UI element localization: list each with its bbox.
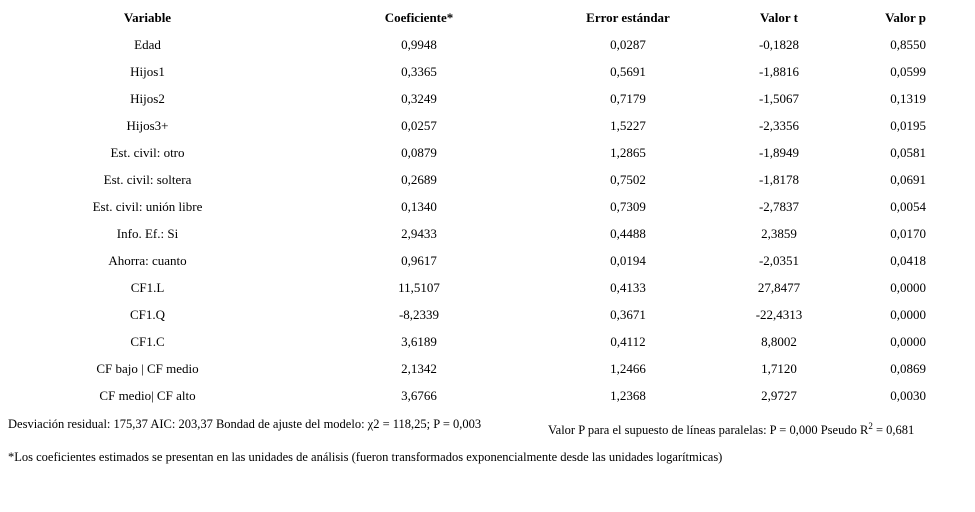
coeficiente-cell: 0,0257 <box>401 118 437 133</box>
valor-t-cell: 1,7120 <box>761 361 797 376</box>
table-row <box>0 85 975 112</box>
table-row <box>0 274 975 301</box>
variable-cell: Est. civil: unión libre <box>92 199 203 214</box>
error-cell: 0,0194 <box>610 253 646 268</box>
error-cell: 0,0287 <box>610 37 646 52</box>
variable-cell: Hijos3+ <box>126 118 169 133</box>
valor-t-cell: -1,8816 <box>758 64 800 79</box>
model-stats-right <box>548 421 914 438</box>
valor-t-cell: -1,8949 <box>758 145 800 160</box>
variable-cell: CF bajo | CF medio <box>96 361 199 376</box>
error-cell: 1,2466 <box>610 361 646 376</box>
error-cell: 1,5227 <box>610 118 646 133</box>
variable-cell: Info. Ef.: Si <box>116 226 179 241</box>
coeficiente-cell: 11,5107 <box>398 280 440 295</box>
table-row <box>0 112 975 139</box>
valor-t-cell: 2,9727 <box>761 388 797 403</box>
valor-t-cell: -22,4313 <box>755 307 803 322</box>
table-row <box>0 166 975 193</box>
valor-p-cell: 0,0869 <box>890 361 926 376</box>
coeficiente-cell: 2,9433 <box>401 226 437 241</box>
valor-p-cell: 0,0054 <box>890 199 926 214</box>
variable-cell: Edad <box>134 37 161 52</box>
coeficiente-cell: 2,1342 <box>401 361 437 376</box>
error-cell: 1,2865 <box>610 145 646 160</box>
variable-cell: CF1.C <box>130 334 165 349</box>
valor-t-cell: -1,5067 <box>758 91 800 106</box>
valor-p-cell: 0,0581 <box>890 145 926 160</box>
coeficiente-cell: 0,0879 <box>401 145 437 160</box>
valor-p-cell: 0,0030 <box>890 388 926 403</box>
error-cell: 0,3671 <box>610 307 646 322</box>
coeficiente-cell: 3,6766 <box>401 388 437 403</box>
parallel-lines-text: Valor P para el supuesto de líneas paralelas: P = 0,000 Pseudo R <box>548 423 869 438</box>
coeficiente-cell: 0,3249 <box>401 91 437 106</box>
header-valor-p: Valor p <box>885 10 926 25</box>
r-squared-superscript: 2 <box>868 421 873 431</box>
valor-t-cell: -2,0351 <box>758 253 800 268</box>
valor-p-cell: 0,0000 <box>890 280 926 295</box>
valor-p-cell: 0,0195 <box>890 118 926 133</box>
table-row <box>0 355 975 382</box>
variable-cell: Hijos2 <box>130 91 165 106</box>
table-row <box>0 31 975 58</box>
valor-p-cell: 0,0418 <box>890 253 926 268</box>
variable-cell: Hijos1 <box>130 64 165 79</box>
variable-cell: Est. civil: soltera <box>103 172 192 187</box>
valor-p-cell: 0,0000 <box>890 307 926 322</box>
header-variable: Variable <box>123 10 172 25</box>
valor-t-cell: 2,3859 <box>761 226 797 241</box>
table-row <box>0 247 975 274</box>
valor-p-cell: 0,1319 <box>890 91 926 106</box>
variable-cell: CF1.L <box>130 280 165 295</box>
error-cell: 0,5691 <box>610 64 646 79</box>
table-row <box>0 301 975 328</box>
valor-p-cell: 0,0000 <box>890 334 926 349</box>
error-cell: 0,7179 <box>610 91 646 106</box>
error-cell: 1,2368 <box>610 388 646 403</box>
valor-p-cell: 0,0170 <box>890 226 926 241</box>
error-cell: 0,4133 <box>610 280 646 295</box>
coeficiente-cell: -8,2339 <box>398 307 440 322</box>
coefficient-note: *Los coeficientes estimados se presentan en las unidades de análisis (fueron transformados exponencialmente desde las unidades logarítmicas) <box>8 450 723 464</box>
error-cell: 0,4112 <box>610 334 646 349</box>
table-row <box>0 58 975 85</box>
table-row <box>0 382 975 409</box>
valor-t-cell: -2,3356 <box>758 118 800 133</box>
table-row <box>0 328 975 355</box>
header-valor-t: Valor t <box>760 10 798 25</box>
coeficiente-cell: 0,9617 <box>401 253 437 268</box>
valor-t-cell: -2,7837 <box>758 199 800 214</box>
coeficiente-cell: 0,2689 <box>401 172 437 187</box>
table-row <box>0 139 975 166</box>
coeficiente-cell: 0,1340 <box>401 199 437 214</box>
coeficiente-cell: 0,9948 <box>401 37 437 52</box>
coeficiente-cell: 0,3365 <box>401 64 437 79</box>
error-cell: 0,7309 <box>610 199 646 214</box>
variable-cell: CF1.Q <box>129 307 166 322</box>
table-row <box>0 193 975 220</box>
valor-p-cell: 0,8550 <box>890 37 926 52</box>
coeficiente-cell: 3,6189 <box>401 334 437 349</box>
valor-t-cell: 8,8002 <box>761 334 797 349</box>
pseudo-r2-value: = 0,681 <box>872 423 915 438</box>
header-coeficiente: Coeficiente* <box>384 10 454 25</box>
valor-t-cell: 27,8477 <box>757 280 801 295</box>
error-cell: 0,7502 <box>610 172 646 187</box>
table-row <box>0 220 975 247</box>
valor-t-cell: -1,8178 <box>758 172 800 187</box>
header-error-estandar: Error estándar <box>586 10 670 25</box>
model-stats-left: Desviación residual: 175,37 AIC: 203,37 Bondad de ajuste del modelo: χ2 = 118,25; P = 0,003 <box>8 417 482 431</box>
variable-cell: Ahorra: cuanto <box>108 253 187 268</box>
error-cell: 0,4488 <box>610 226 646 241</box>
variable-cell: Est. civil: otro <box>110 145 185 160</box>
variable-cell: CF medio| CF alto <box>99 388 196 403</box>
valor-p-cell: 0,0691 <box>890 172 926 187</box>
valor-t-cell: -0,1828 <box>758 37 800 52</box>
valor-p-cell: 0,0599 <box>890 64 926 79</box>
